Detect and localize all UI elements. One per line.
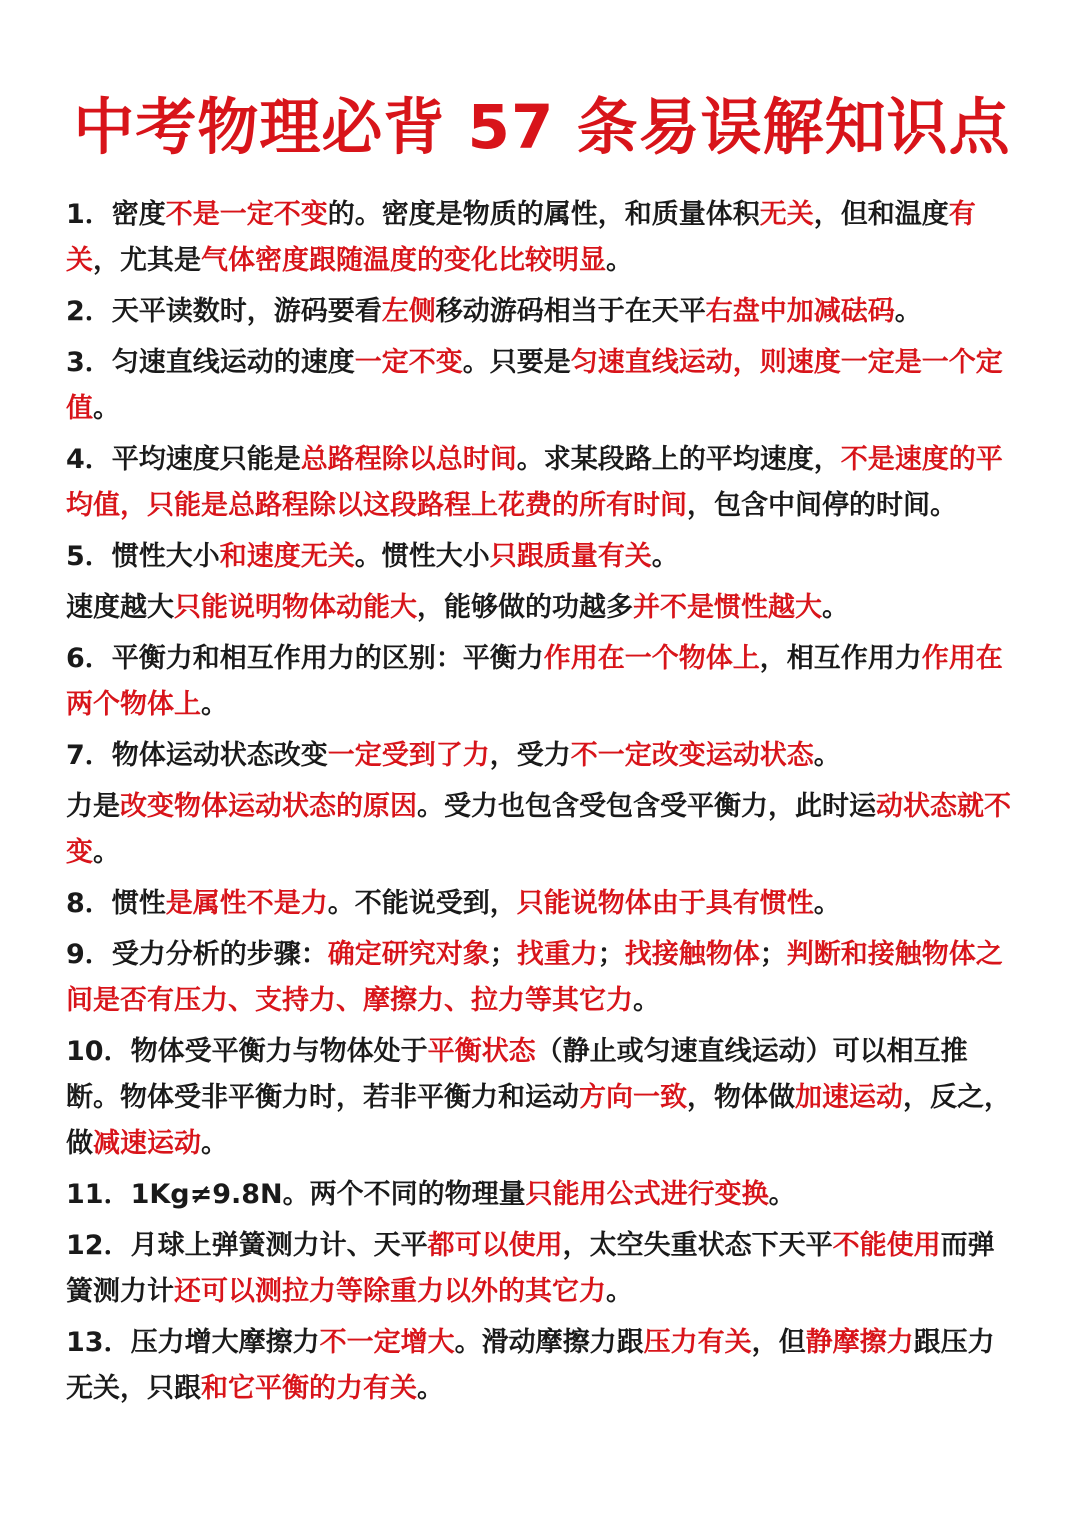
highlighted-text: 方向一致 bbox=[579, 1082, 687, 1113]
body-text: 的。密度是物质的属性，和质量体积 bbox=[327, 199, 760, 230]
highlighted-text: 气体密度跟随温度的变化比较明显 bbox=[201, 245, 606, 276]
body-text: 。只要是 bbox=[462, 347, 571, 378]
body-text: 9．受力分析的步骤： bbox=[66, 939, 328, 970]
body-text: 13．压力增大摩擦力 bbox=[66, 1327, 320, 1358]
body-text: 。 bbox=[894, 296, 922, 327]
highlighted-text: 右盘中加减砝码 bbox=[705, 296, 895, 327]
knowledge-point bbox=[66, 881, 1018, 927]
body-text: ，尤其是 bbox=[93, 245, 201, 276]
knowledge-point bbox=[66, 784, 1018, 876]
highlighted-text: 总路程除以总时间 bbox=[300, 444, 517, 475]
body-text: （静止或匀速直线运动）可以相互推断。物体受非平衡力时，若非平衡力和运动 bbox=[66, 1036, 968, 1113]
knowledge-point bbox=[66, 1223, 1018, 1315]
knowledge-point bbox=[66, 437, 1018, 529]
body-text: 7．物体运动状态改变 bbox=[66, 740, 328, 771]
highlighted-text: 并不是惯性越大 bbox=[633, 592, 822, 623]
knowledge-point-list bbox=[66, 192, 1018, 1412]
highlighted-text: 只跟质量有关 bbox=[489, 541, 652, 572]
knowledge-point bbox=[66, 585, 1018, 631]
body-text: 8．惯性 bbox=[66, 888, 166, 919]
highlighted-text: 和速度无关 bbox=[219, 541, 355, 572]
body-text: 。 bbox=[606, 245, 633, 276]
body-text: 。 bbox=[201, 1128, 228, 1159]
knowledge-point bbox=[66, 340, 1018, 432]
highlighted-text: 不一定增大 bbox=[319, 1327, 455, 1358]
body-text: 移动游码相当于在天平 bbox=[435, 296, 706, 327]
highlighted-text: 判断和接触物体之间是否有压力、支持力、摩擦力、拉力等其它力 bbox=[66, 939, 1003, 1016]
highlighted-text: 只能说明物体动能大 bbox=[174, 592, 417, 623]
highlighted-text: 作用在两个物体上 bbox=[66, 643, 1003, 720]
body-text: 。 bbox=[606, 1276, 633, 1307]
highlighted-text: 只能说物体由于具有惯性 bbox=[516, 888, 814, 919]
highlighted-text: 减速运动 bbox=[93, 1128, 201, 1159]
body-text: 4．平均速度只能是 bbox=[66, 444, 301, 475]
body-text: 。滑动摩擦力跟 bbox=[454, 1327, 644, 1358]
highlighted-text: 和它平衡的力有关 bbox=[201, 1373, 417, 1404]
highlighted-text: 压力有关 bbox=[643, 1327, 752, 1358]
highlighted-text: 确定研究对象 bbox=[327, 939, 490, 970]
highlighted-text: 无关 bbox=[759, 199, 814, 230]
body-text: 。 bbox=[93, 837, 120, 868]
highlighted-text: 静摩擦力 bbox=[805, 1327, 914, 1358]
body-text: 。 bbox=[822, 592, 849, 623]
highlighted-text: 只能用公式进行变换 bbox=[525, 1179, 769, 1210]
page-title: 中考物理必背 57 条易误解知识点 bbox=[73, 92, 1011, 163]
body-text: 力是 bbox=[66, 791, 120, 822]
body-text: ，相互作用力 bbox=[759, 643, 922, 674]
knowledge-point bbox=[66, 534, 1018, 580]
body-text: ，受力 bbox=[489, 740, 571, 771]
body-text: 。 bbox=[201, 689, 228, 720]
highlighted-text: 动状态就不变 bbox=[66, 791, 1011, 868]
body-text: ； bbox=[759, 939, 787, 970]
body-text: ，物体做 bbox=[687, 1082, 795, 1113]
body-text: 6．平衡力和相互作用力的区别：平衡力 bbox=[66, 643, 544, 674]
body-text: ； bbox=[597, 939, 625, 970]
highlighted-text: 左侧 bbox=[381, 296, 436, 327]
highlighted-text: 作用在一个物体上 bbox=[543, 643, 760, 674]
highlighted-text: 都可以使用 bbox=[427, 1230, 563, 1261]
highlighted-text: 一定不变 bbox=[354, 347, 463, 378]
body-text: ，但和温度 bbox=[813, 199, 949, 230]
highlighted-text: 不一定改变运动状态 bbox=[570, 740, 814, 771]
knowledge-point bbox=[66, 1172, 1018, 1218]
body-text: 11．1Kg≠9.8N。两个不同的物理量 bbox=[66, 1179, 526, 1210]
knowledge-point bbox=[66, 192, 1018, 284]
body-text: 。求某段路上的平均速度， bbox=[516, 444, 841, 475]
highlighted-text: 平衡状态 bbox=[427, 1036, 536, 1067]
body-text: ，但 bbox=[751, 1327, 806, 1358]
highlighted-text: 不是一定不变 bbox=[165, 199, 328, 230]
highlighted-text: 匀速直线运动，则速度一定是一个定值 bbox=[66, 347, 1003, 424]
body-text: 2．天平读数时，游码要看 bbox=[66, 296, 382, 327]
body-text: ，反之，做 bbox=[66, 1082, 1011, 1159]
body-text: 。 bbox=[651, 541, 679, 572]
body-text: 而弹簧测力计 bbox=[66, 1230, 995, 1307]
body-text: 5．惯性大小 bbox=[66, 541, 220, 572]
knowledge-point bbox=[66, 636, 1018, 728]
body-text: ，太空失重状态下天平 bbox=[562, 1230, 833, 1261]
body-text: 。 bbox=[768, 1179, 796, 1210]
body-text: 。 bbox=[417, 1373, 444, 1404]
body-text: 。不能说受到， bbox=[327, 888, 517, 919]
knowledge-point bbox=[66, 932, 1018, 1024]
highlighted-text: 一定受到了力 bbox=[327, 740, 490, 771]
knowledge-point bbox=[66, 1029, 1018, 1167]
body-text: ，包含中间停的时间。 bbox=[687, 490, 957, 521]
body-text: 。 bbox=[813, 888, 841, 919]
body-text: 12．月球上弹簧测力计、天平 bbox=[66, 1230, 428, 1261]
body-text: 速度越大 bbox=[66, 592, 174, 623]
highlighted-text: 加速运动 bbox=[795, 1082, 903, 1113]
body-text: 10．物体受平衡力与物体处于 bbox=[66, 1036, 428, 1067]
body-text: 。受力也包含受包含受平衡力，此时运 bbox=[417, 791, 876, 822]
body-text: ； bbox=[489, 939, 517, 970]
body-text: 。 bbox=[93, 393, 120, 424]
highlighted-text: 找接触物体 bbox=[624, 939, 760, 970]
body-text: 。惯性大小 bbox=[354, 541, 490, 572]
highlighted-text: 不是速度的平均值，只能是总路程除以这段路程上花费的所有时间 bbox=[66, 444, 1003, 521]
highlighted-text: 是属性不是力 bbox=[165, 888, 328, 919]
body-text: 3．匀速直线运动的速度 bbox=[66, 347, 355, 378]
body-text: 。 bbox=[633, 985, 660, 1016]
body-text: ，能够做的功越多 bbox=[417, 592, 633, 623]
body-text: 1．密度 bbox=[66, 199, 166, 230]
highlighted-text: 不能使用 bbox=[832, 1230, 941, 1261]
highlighted-text: 还可以测拉力等除重力以外的其它力 bbox=[174, 1276, 606, 1307]
body-text: 。 bbox=[813, 740, 841, 771]
body-text: 跟压力无关，只跟 bbox=[66, 1327, 995, 1404]
highlighted-text: 找重力 bbox=[516, 939, 598, 970]
knowledge-point bbox=[66, 1320, 1018, 1412]
highlighted-text: 改变物体运动状态的原因 bbox=[120, 791, 417, 822]
highlighted-text: 有关 bbox=[66, 199, 976, 276]
knowledge-point bbox=[66, 733, 1018, 779]
knowledge-point bbox=[66, 289, 1018, 335]
